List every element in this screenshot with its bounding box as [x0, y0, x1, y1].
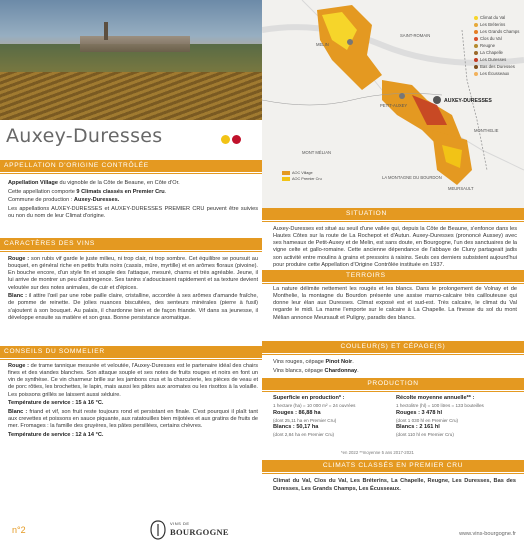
- legend-item: Les Grands Champs: [474, 28, 519, 35]
- production-surface: Superficie en production* : 1 hectare (ha) = 10 000 m² = 24 ouvrées Rouges : 86,88 ha (dont 25,11 ha en Premier Cru) Blancs : 50,17 ha (dont 2,84 ha en Premier Cru): [273, 395, 356, 438]
- section-caracteres: CARACTÈRES DES VINS: [0, 238, 262, 250]
- map-label-melian: MONT MÉLIAN: [302, 150, 332, 155]
- page-title: Auxey-Duresses: [6, 125, 163, 147]
- legend-item: Climat du Val: [474, 14, 519, 21]
- climats-text: Climat du Val, Clos du Val, Les Bréterins, La Chapelle, Reugne, Les Duresses, Bas des Duresses, Les Grands Champs, Les Écusseaux.: [273, 478, 516, 492]
- section-conseils: CONSEILS DU SOMMELIER: [0, 346, 262, 358]
- situation-text: Auxey-Duresses est situé au seuil d'une vallée qui, depuis la Côte de Beaune, s'enfonce dans les Hautes Côtes sur la route de La Rochepot et d'Autun. Auxey-Duresses (prononcé Aussey) avec ses hameaux de Petit-Auxey et de Melin, est sans doute, en Bourgogne, l'un des sanctuaires de la vigne celte et gallo-romaine. Cette ancienne dépendance de l'abbaye de Cluny partageait jadis son activité entre moulins à grains et pressoirs à raisins. Seuls ces derniers subsistent aujourd'hui pour produire cette Appellation d'Origine Contrôlée instituée en 1937.: [273, 226, 517, 268]
- section-aoc: APPELLATION D'ORIGINE CONTRÔLÉE: [0, 160, 262, 172]
- legend-item: Les Écusseaux: [474, 70, 519, 77]
- couleurs-text: Vins rouges, cépage Pinot Noir. Vins blancs, cépage Chardonnay.: [273, 359, 359, 374]
- red-wine-icon: [232, 135, 241, 144]
- map-label-petit-auxey: PETIT-AUXEY: [380, 103, 408, 108]
- map-label-saint-romain: SAINT-ROMAIN: [400, 33, 431, 38]
- legend-item: Les Bréterins: [474, 21, 519, 28]
- legend-item: Bas des Duresses: [474, 63, 519, 70]
- section-couleurs: COULEUR(S) ET CÉPAGE(S): [262, 341, 524, 353]
- map-key: [282, 170, 322, 182]
- bourgogne-logo-mark: [150, 520, 166, 540]
- legend-item: Clos du Val: [474, 35, 519, 42]
- section-situation: SITUATION: [262, 208, 524, 220]
- section-production: PRODUCTION: [262, 378, 524, 390]
- site-url[interactable]: www.vins-bourgogne.fr: [459, 531, 516, 537]
- map-label-melin: MELIN: [316, 42, 329, 47]
- legend-item: Reugne: [474, 42, 519, 49]
- map-label-monthelie: MONTHELIE: [474, 128, 499, 133]
- wine-color-icons: [221, 135, 241, 145]
- conseils-text: Rouge : de trame tannique mesurée et veloutée, l'Auxey-Duresses est le partenaire idéal des chairs fines et des viandes blanches. Son attaque souple et ses notes de fruits rouges et noirs en font un vin de synthèse. Ce vin charmeur brille sur les jambons crus et la charcuterie, les pièces de veau et de porc rôties, les brochettes, le lapin, mais aussi les pâtes aux aromates ou les risottos à la volaille. Les poissons grillés se laissent aussi séduire. Température de service : 15 à 16 °C. Blanc : friand et vif, son fruit reste toujours rond et persistant en finale. C'est pourquoi il plaît tant aux crevettes et poissons en sauce piquante, aux ratatouilles bien mijotées et aux gratins de fruits de mer. Fromages : la famille des gruyères, les pâtes persillées, certains chèvres. Température de service : 12 à 14 °C.: [8, 363, 259, 438]
- section-terroirs: TERROIRS: [262, 270, 524, 282]
- aoc-text: Appellation Village du vignoble de la Côte de Beaune, en Côte d'Or. Cette appellation comporte 9 Climats classés en Premier Cru. Commune de production : Auxey-Duresses. Les appellations AUXEY-DURESSES et AUXEY-DURESSES PREMIER CRU peuvent être suivies ou non du nom de leur Climat d'origine.: [8, 180, 258, 220]
- legend-item: La Chapelle: [474, 49, 519, 56]
- white-wine-icon: [221, 135, 230, 144]
- map-label-auxey: AUXEY-DURESSES: [444, 98, 492, 104]
- map-key-village: AOC Village: [282, 170, 322, 176]
- map-label-bourdon: LA MONTAGNE DU BOURDON: [382, 175, 442, 180]
- vineyard-photo: [0, 0, 262, 120]
- page-number: n°2: [12, 525, 26, 535]
- terroirs-text: La nature délimite nettement les rougés et les blancs. Dans le prolongement de Volnay et de Monthelie, la montagne du Bourdon présente une assise marno-calcaire très caillouteuse qui donne leur élan aux Duresses. Climat exposé est et sud-est. Très calcaire, le climat du Val regarde le midi. La marne l'emporte sur le calcaire à La Chapelle. La finesse du sol du mont Mélian annonce Meursault et Puligny, paradis des blancs.: [273, 286, 517, 321]
- map-legend: [474, 14, 519, 77]
- map-label-meursault: MEURSAULT: [448, 186, 474, 191]
- legend-item: Les Duresses: [474, 56, 519, 63]
- section-climats: CLIMATS CLASSÉS EN PREMIER CRU: [262, 460, 524, 472]
- bourgogne-logo: VINS DE BOURGOGNE: [150, 519, 240, 541]
- caracteres-text: Rouge : son rubis vif garde le juste milieu, ni trop clair, ni trop sombre. Cet équilibre se poursuit au bouquet, en général riche en petits fruits noirs (cassis, mûre, myrtille) et en arômes floraux (pivoine). En bouche encore, d'un style fin et souple des l'attaque, mesuré, charnu et très agréable. Jeune, il lui arrive de montrer un peu d'astringence. Ses tanins s'adoucissent rapidement et sa texture devient veloutée sur des notes animales, de cuir et d'épices. Blanc : il attire l'œil par une robe paille claire, cristalline, accordée à ses arômes d'amande fraîche, de pomme de reinette. De jolies nuances biscuitées, des senteurs minérales (pierre à fusil) s'ajoutent à son bouquet. Au palais, il chardonne bien et de façon friande. Vif dans sa jeunesse, il développe ensuite sa matière et son gras. Bonne persistance aromatique.: [8, 256, 258, 321]
- production-note: *en 2022 **moyenne 5 ans 2017-2021: [341, 450, 414, 455]
- production-harvest: Récolte moyenne annuelle** : 1 hectolitre (hl) = 100 litres = 133 bouteilles Rouges : 3 478 hl (dont 1 030 hl en Premier Cru) Blancs : 2 161 hl (dont 110 hl en Premier Cru): [396, 395, 484, 438]
- map-key-premier-cru: AOC Premier Cru: [282, 176, 322, 182]
